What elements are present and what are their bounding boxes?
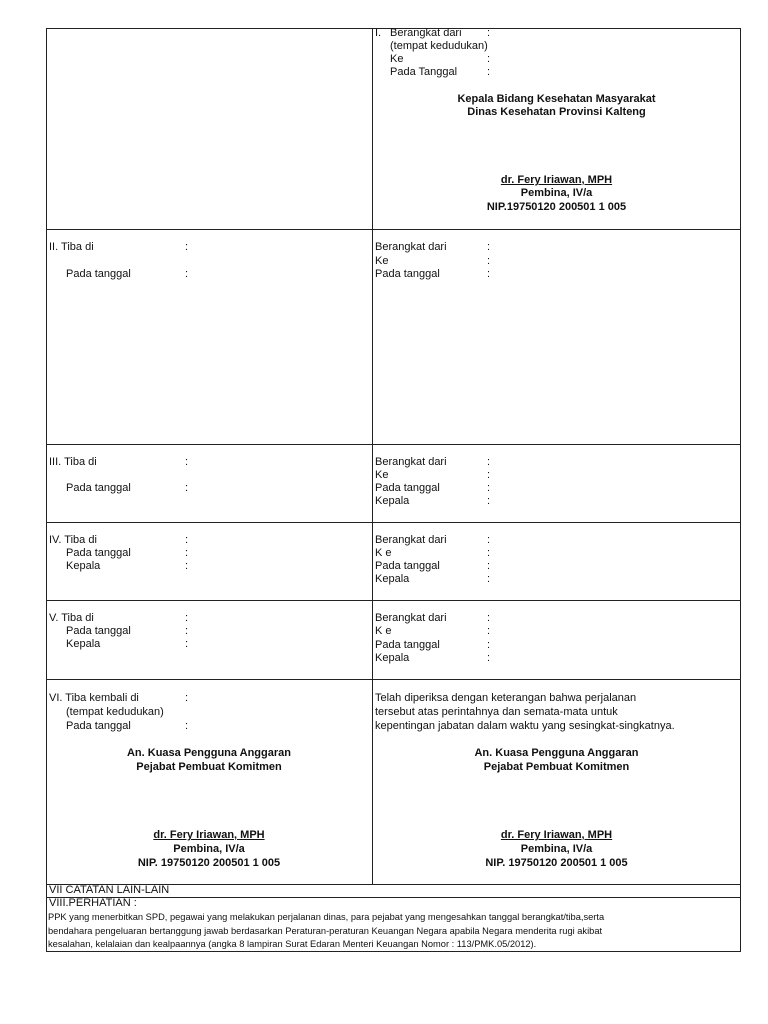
section-3-ke-label: Ke [375,469,389,481]
row-divider-7 [46,897,741,898]
section-4-ke-label: K e [375,547,392,559]
section-5-right-kepala-label: Kepala [375,652,410,664]
section-3-berangkat-colon: : [487,456,491,468]
section-6-check-text-1: Telah diperiksa dengan keterangan bahwa perjalanan [375,692,637,704]
row-divider-1 [46,229,741,230]
section-3-tiba-colon: : [185,456,189,468]
section-6-right-title-2: Pejabat Pembuat Komitmen [483,761,630,773]
section-1-official-title-1: Kepala Bidang Kesehatan Masyarakat [457,93,656,105]
section-5-ke-label: K e [375,625,392,637]
section-1-ke-label: Ke [390,53,404,65]
section-4-kepala-label: Kepala [66,560,101,572]
section-4-right-pada-label: Pada tanggal [375,560,440,572]
section-5-pada-label: Pada tanggal [66,625,131,637]
section-6-tempat-label: (tempat kedudukan) [66,706,164,718]
section-5-tiba-label: V. Tiba di [49,612,94,624]
section-6-right-signer-name: dr. Fery Iriawan, MPH [500,829,613,841]
section-4-ke-colon: : [487,547,491,559]
section-2-ke-colon: : [487,255,491,267]
section-6-left-title-1: An. Kuasa Pengguna Anggaran [126,747,291,759]
section-1-berangkat-colon: : [487,27,491,39]
section-6-left-title-2: Pejabat Pembuat Komitmen [136,761,282,773]
section-1-number: I. [375,27,382,39]
section-5-pada-colon: : [185,625,189,637]
section-5-kepala-label: Kepala [66,638,101,650]
section-2-ke-label: Ke [375,255,389,267]
section-5-right-kepala-colon: : [487,652,491,664]
row-divider-3 [46,522,741,523]
row-divider-5 [46,679,741,680]
section-6-check-text-2: tersebut atas perintahnya dan semata-mata untuk [375,706,618,718]
section-6-check-text-3: kepentingan jabatan dalam waktu yang sesingkat-singkatnya. [375,720,675,732]
section-6-left-signer-rank: Pembina, IV/a [173,843,245,855]
section-3-right-pada-label: Pada tanggal [375,482,440,494]
section-6-pada-label: Pada tanggal [66,720,131,732]
section-5-berangkat-colon: : [487,612,491,624]
section-5-ke-colon: : [487,625,491,637]
section-6-tiba-label: VI. Tiba kembali di [49,692,139,704]
section-1-signer-rank: Pembina, IV/a [520,187,593,199]
section-2-tiba-colon: : [185,241,189,253]
section-5-tiba-colon: : [185,612,189,624]
row-divider-2 [46,444,741,445]
section-5-berangkat-label: Berangkat dari [375,612,447,624]
section-3-kepala-label: Kepala [375,495,410,507]
section-4-tiba-label: IV. Tiba di [49,534,97,546]
section-6-left-signer-name: dr. Fery Iriawan, MPH [153,829,265,841]
section-3-right-pada-colon: : [487,482,491,494]
section-4-berangkat-colon: : [487,534,491,546]
section-8-notice [48,911,738,952]
section-3-pada-label: Pada tanggal [66,482,131,494]
section-4-right-kepala-label: Kepala [375,573,410,585]
section-4-right-kepala-colon: : [487,573,491,585]
section-8-notice-line-1: PPK yang menerbitkan SPD, pegawai yang melakukan perjalanan dinas, para pejabat yang mengesahkan tanggal berangkat/tiba,serta [48,912,605,922]
section-4-tiba-colon: : [185,534,189,546]
section-1-signer-name: dr. Fery Iriawan, MPH [500,174,613,186]
section-7-label: VII CATATAN LAIN-LAIN [49,884,170,896]
section-6-pada-colon: : [185,720,189,732]
section-6-right-signer-rank: Pembina, IV/a [520,843,593,855]
section-2-berangkat-label: Berangkat dari [375,241,447,253]
section-4-right-pada-colon: : [487,560,491,572]
section-2-right-pada-label: Pada tanggal [375,268,440,280]
section-2-berangkat-colon: : [487,241,491,253]
section-2-tiba-label: II. Tiba di [49,241,94,253]
section-1-ke-colon: : [487,53,491,65]
section-2-right-pada-colon: : [487,268,491,280]
section-4-kepala-colon: : [185,560,189,572]
section-2-pada-label: Pada tanggal [66,268,131,280]
section-4-pada-label: Pada tanggal [66,547,131,559]
section-8-label: VIII.PERHATIAN : [49,897,137,909]
section-5-right-pada-label: Pada tanggal [375,639,440,651]
section-1-berangkat-label: Berangkat dari [390,27,462,39]
section-1-official-title-2: Dinas Kesehatan Provinsi Kalteng [467,106,646,118]
section-1-tempat-label: (tempat kedudukan) [390,40,488,52]
section-6-tiba-colon: : [185,692,189,704]
section-2-pada-colon: : [185,268,189,280]
section-3-ke-colon: : [487,469,491,481]
section-3-berangkat-label: Berangkat dari [375,456,447,468]
section-1-pada-label: Pada Tanggal [390,66,458,78]
section-4-berangkat-label: Berangkat dari [375,534,447,546]
row-divider-4 [46,600,741,601]
section-1-signer-nip: NIP.19750120 200501 1 005 [486,201,627,213]
section-6-right-signer-nip: NIP. 19750120 200501 1 005 [485,857,628,869]
section-8-notice-line-2: bendahara pengeluaran bertanggung jawab berdasarkan Peraturan-peraturan Keuangan Negara apabila Negara menderita rugi akibat [48,925,603,936]
section-5-kepala-colon: : [185,638,189,650]
section-6-left-signer-nip: NIP. 19750120 200501 1 005 [137,857,281,869]
section-5-right-pada-colon: : [487,639,491,651]
section-4-pada-colon: : [185,547,189,559]
section-3-tiba-label: III. Tiba di [49,456,97,468]
section-6-right-title-1: An. Kuasa Pengguna Anggaran [474,747,639,759]
section-8-notice-line-3: kesalahan, kelalaian dan kealpaannya (angka 8 lampiran Surat Edaran Menteri Keuangan Nomor : 113/PMK.05/2012). [48,939,537,949]
section-1-pada-colon: : [487,66,491,78]
section-3-pada-colon: : [185,482,189,494]
section-3-kepala-colon: : [487,495,491,507]
